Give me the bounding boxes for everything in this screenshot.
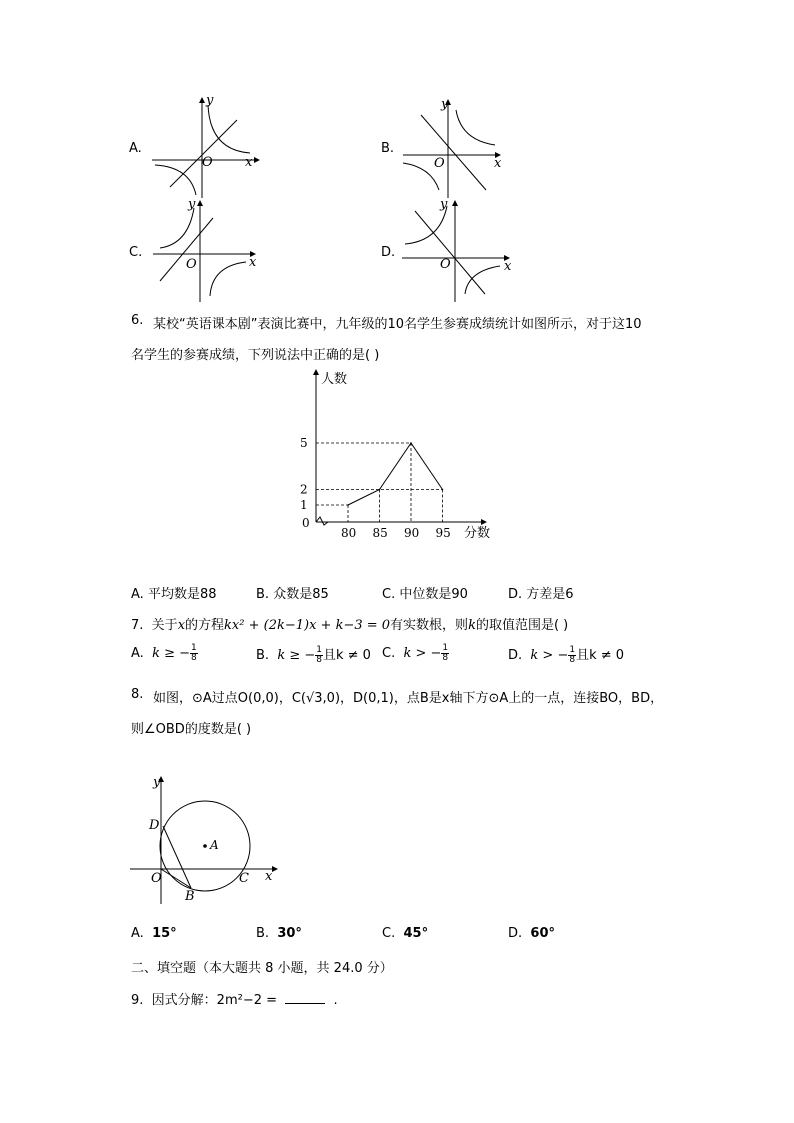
y-axis-label: 人数: [321, 372, 348, 387]
q9-number: 9.: [131, 993, 144, 1008]
axis-y-label: y: [206, 95, 214, 108]
data-point: [410, 442, 412, 444]
x-tick-label: 85: [372, 526, 388, 540]
q7-option-d[interactable]: D. k > − $\frac{1}{8}$ 且k ≠ 0: [508, 645, 625, 665]
q6-number: 6.: [131, 313, 144, 328]
q9-stem: 9. 因式分解：2m²−2 = .: [131, 993, 338, 1008]
axis-y-label: y: [440, 197, 448, 212]
y-axis-arrow: [313, 369, 319, 375]
label-y: y: [153, 775, 161, 790]
axis-y-label: y: [441, 97, 449, 112]
q5-option-b-graph: [401, 95, 513, 200]
origin-label: 0: [302, 516, 310, 530]
q5-option-d-label: D.: [381, 245, 396, 260]
data-point: [347, 504, 349, 506]
q8-option-a[interactable]: A. 15°: [131, 926, 177, 941]
q8-text-line1: 如图，⊙A过点O(0,0)，C(√3,0)，D(0,1)，点B是x轴下方⊙A上的一点，连接BO，BD，: [153, 691, 664, 706]
q7-option-a[interactable]: A. k ≥ − $\frac{1}{8}$: [131, 643, 197, 663]
q5-option-c-graph: [148, 196, 263, 304]
q8-circle-figure: [125, 768, 285, 908]
axis-x-label: x: [245, 155, 253, 170]
q7-stem: 7. 关于x的方程kx² + (2k−1)x + k−3 = 0有实数根，则k的取值范围是( ): [131, 618, 569, 633]
q6-option-c[interactable]: C. 中位数是90: [382, 587, 468, 602]
label-x: x: [265, 869, 273, 884]
section-2-heading: 二、填空题（本大题共 8 小题，共 24.0 分）: [131, 961, 393, 976]
origin-label: O: [186, 257, 197, 272]
axis-x-label: x: [504, 259, 512, 274]
q8-option-b[interactable]: B. 30°: [256, 926, 302, 941]
q7-option-c[interactable]: C. k > − $\frac{1}{8}$: [382, 643, 449, 663]
q6-text-line2: 名学生的参赛成绩，下列说法中正确的是( ): [131, 348, 380, 363]
score-frequency-chart: [296, 365, 506, 545]
y-tick-label: 5: [300, 436, 308, 450]
q5-option-c-label: C.: [129, 245, 143, 260]
axis-x-label: x: [249, 255, 257, 270]
label-o: O: [151, 871, 162, 886]
q6-option-b[interactable]: B. 众数是85: [256, 587, 329, 602]
q6-text-line1: 某校“英语课本剧”表演比赛中，九年级的10名学生参赛成绩统计如图所示，对于这10: [153, 317, 642, 332]
fraction: $\frac{1}{8}$: [191, 643, 197, 663]
q7-equation: kx² + (2k−1)x + k−3 = 0: [224, 618, 391, 633]
y-tick-label: 1: [300, 498, 308, 512]
axis-x-label: x: [494, 156, 502, 171]
score-series-line: [348, 443, 443, 505]
origin-label: O: [202, 155, 213, 170]
q6-option-a[interactable]: A. 平均数是88: [131, 587, 217, 602]
q5-option-d-graph: [400, 196, 516, 304]
q8-number: 8.: [131, 687, 144, 702]
q5-option-a-graph: [150, 95, 262, 200]
fraction: $\frac{1}{8}$: [316, 645, 322, 665]
q5-option-b-label: B.: [381, 141, 395, 156]
label-d: D: [149, 818, 160, 833]
x-tick-label: 90: [404, 526, 420, 540]
q7-number: 7.: [131, 618, 144, 633]
q8-option-c[interactable]: C. 45°: [382, 926, 429, 941]
x-axis-arrow: [481, 519, 487, 525]
label-a: A: [210, 838, 219, 852]
q8-text-line2: 则∠OBD的度数是( ): [131, 722, 252, 737]
origin-label: O: [440, 257, 451, 272]
q9-answer-blank[interactable]: [285, 991, 325, 1004]
label-c: C: [239, 871, 249, 886]
axis-break-mark: [316, 517, 328, 525]
origin-label: O: [434, 156, 445, 171]
fraction: $\frac{1}{8}$: [569, 645, 576, 665]
data-point: [442, 489, 444, 491]
x-axis-label: 分数: [464, 526, 491, 541]
data-point: [379, 489, 381, 491]
x-tick-label: 80: [341, 526, 357, 540]
q8-option-d[interactable]: D. 60°: [508, 926, 556, 941]
center-a-point: [203, 844, 207, 848]
label-b: B: [185, 889, 195, 904]
q5-option-a-label: A.: [129, 141, 142, 156]
axis-y-label: y: [188, 197, 196, 212]
y-tick-label: 2: [300, 482, 308, 497]
fraction: $\frac{1}{8}$: [442, 643, 449, 663]
q7-option-b[interactable]: B. k ≥ − $\frac{1}{8}$ 且k ≠ 0: [256, 645, 371, 665]
x-tick-label: 95: [435, 526, 451, 540]
q6-option-d[interactable]: D. 方差是6: [508, 587, 574, 602]
